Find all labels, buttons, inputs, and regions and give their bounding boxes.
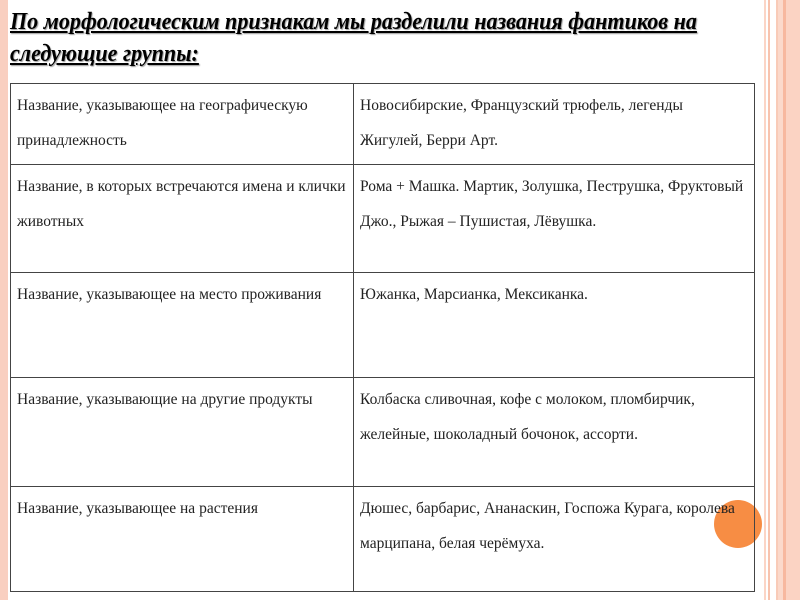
category-cell: Название, указывающее на место проживания xyxy=(11,273,354,378)
groups-table xyxy=(10,83,755,592)
right-decorative-stripes xyxy=(764,0,800,600)
left-decorative-stripe xyxy=(0,0,8,600)
table-row xyxy=(11,84,755,165)
examples-cell: Колбаска сливочная, кофе с молоком, пломбирчик, желейные, шоколадный бочонок, ассорти. xyxy=(354,378,755,487)
table-row xyxy=(11,378,755,487)
table-row xyxy=(11,487,755,592)
category-cell: Название, указывающее на растения xyxy=(11,487,354,592)
table-row xyxy=(11,273,755,378)
examples-cell: Дюшес, барбарис, Ананаскин, Госпожа Курага, королева марципана, белая черёмуха. xyxy=(354,487,755,592)
category-cell: Название, указывающее на географическую принадлежность xyxy=(11,84,354,165)
table-row xyxy=(11,165,755,273)
slide-title: По морфологическим признакам мы разделили названия фантиков на следующие группы: xyxy=(10,9,697,67)
category-cell: Название, в которых встречаются имена и клички животных xyxy=(11,165,354,273)
examples-cell: Южанка, Марсианка, Мексиканка. xyxy=(354,273,755,378)
examples-cell: Рома + Машка. Мартик, Золушка, Пеструшка, Фруктовый Джо., Рыжая – Пушистая, Лёвушка. xyxy=(354,165,755,273)
examples-cell: Новосибирские, Французский трюфель, легенды Жигулей, Берри Арт. xyxy=(354,84,755,165)
category-cell: Название, указывающие на другие продукты xyxy=(11,378,354,487)
